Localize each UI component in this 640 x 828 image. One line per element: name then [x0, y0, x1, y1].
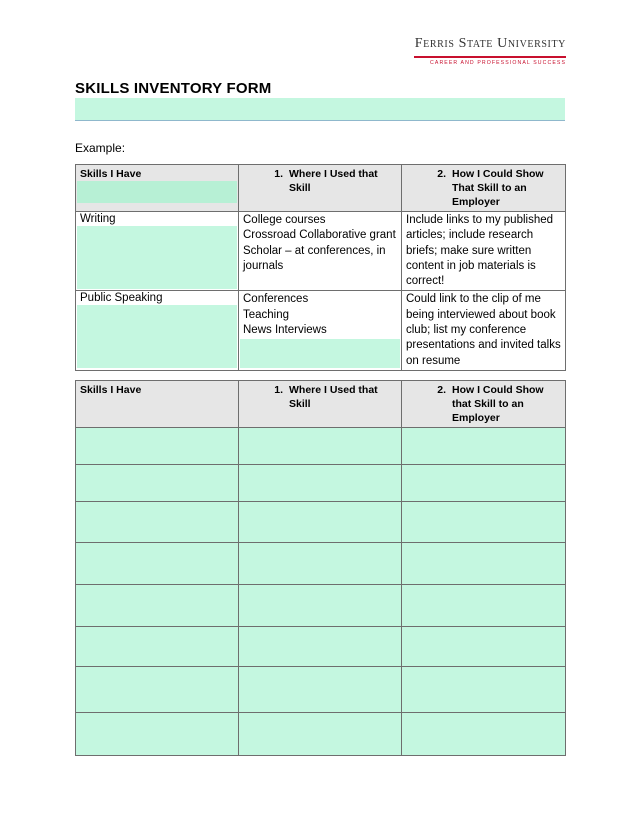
example-where-line: College courses [243, 214, 326, 226]
header-where [239, 165, 402, 212]
header-show [402, 165, 566, 212]
form-row [76, 585, 566, 627]
form-row [76, 667, 566, 713]
header-skills-field[interactable] [77, 181, 237, 203]
example-where [239, 291, 401, 339]
form-row [76, 465, 566, 502]
form-row [76, 713, 566, 756]
header-where-label: Where I Used that Skill [289, 168, 378, 194]
header-where-number: 1. [274, 168, 283, 180]
example-table [75, 164, 566, 371]
form-header-skills-label: Skills I Have [80, 384, 142, 396]
form-show-field[interactable] [402, 502, 566, 543]
example-where-line: Conferences [243, 293, 309, 306]
form-where-field[interactable] [239, 428, 402, 465]
header-show-label: How I Could Show That Skill to an Employer [452, 168, 544, 208]
example-where-field[interactable] [240, 339, 400, 368]
form-row [76, 428, 566, 465]
example-show-cell [402, 212, 566, 291]
form-header-show [402, 381, 566, 428]
form-header-skills [76, 381, 239, 428]
form-table-header-row [76, 381, 566, 428]
example-where-line: News Interviews [243, 324, 327, 337]
example-show-cell [402, 291, 566, 370]
logo-university-name: Ferris State University [414, 36, 566, 51]
form-where-field[interactable] [239, 627, 402, 667]
header-skills [76, 165, 239, 212]
example-skill: Public Speaking [80, 292, 163, 305]
form-header-where-number: 1. [274, 384, 283, 396]
form-row [76, 543, 566, 585]
example-show: Could link to the clip of me being interviewed about book club; list my conference presentations and invited talks on resume [406, 293, 561, 367]
example-label: Example: [75, 141, 126, 155]
form-row [76, 502, 566, 543]
example-where [239, 212, 401, 275]
page-title: SKILLS INVENTORY FORM [75, 80, 272, 97]
example-row-writing [76, 212, 566, 291]
form-skill-field[interactable] [76, 465, 239, 502]
form-skill-field[interactable] [76, 585, 239, 627]
form-where-field[interactable] [239, 465, 402, 502]
form-where-field[interactable] [239, 667, 402, 713]
form-skill-field[interactable] [76, 713, 239, 756]
form-show-field[interactable] [402, 627, 566, 667]
example-skill-field[interactable] [77, 226, 237, 289]
example-show: Include links to my published articles; include research briefs; make sure written content in job materials is correct! [406, 214, 554, 288]
form-show-field[interactable] [402, 585, 566, 627]
example-where-line: Crossroad Collaborative grant [243, 229, 396, 242]
form-show-field[interactable] [402, 465, 566, 502]
example-skill-field[interactable] [77, 305, 237, 368]
skills-form-table [75, 380, 566, 756]
form-show-field[interactable] [402, 543, 566, 585]
example-where-cell [239, 212, 402, 291]
form-header-where [239, 381, 402, 428]
form-skill-field[interactable] [76, 543, 239, 585]
form-show-field[interactable] [402, 713, 566, 756]
form-header-where-label: Where I Used that Skill [289, 384, 378, 410]
form-skill-field[interactable] [76, 667, 239, 713]
title-form-field[interactable] [75, 98, 565, 121]
form-show-field[interactable] [402, 667, 566, 713]
example-skill: Writing [80, 213, 116, 225]
example-where-line: Scholar – at conferences, in journals [243, 244, 386, 272]
form-where-field[interactable] [239, 585, 402, 627]
example-where-line: Teaching [243, 308, 290, 321]
header-show-number: 2. [437, 168, 446, 180]
form-row [76, 627, 566, 667]
example-table-header-row [76, 165, 566, 212]
form-skill-field[interactable] [76, 502, 239, 543]
form-show-field[interactable] [402, 428, 566, 465]
ferris-state-logo [414, 36, 566, 66]
form-header-show-label: How I Could Show that Skill to an Employer [452, 384, 544, 424]
form-skill-field[interactable] [76, 627, 239, 667]
example-skill-cell [76, 291, 239, 370]
example-skill-cell [76, 212, 239, 291]
example-where-cell [239, 291, 402, 370]
form-skill-field[interactable] [76, 428, 239, 465]
example-row-public-speaking [76, 291, 566, 370]
form-where-field[interactable] [239, 502, 402, 543]
logo-rule [414, 56, 566, 58]
form-where-field[interactable] [239, 713, 402, 756]
form-where-field[interactable] [239, 543, 402, 585]
form-header-show-number: 2. [437, 384, 446, 396]
header-skills-label: Skills I Have [80, 168, 142, 180]
logo-tagline: CAREER AND PROFESSIONAL SUCCESS [430, 59, 566, 66]
